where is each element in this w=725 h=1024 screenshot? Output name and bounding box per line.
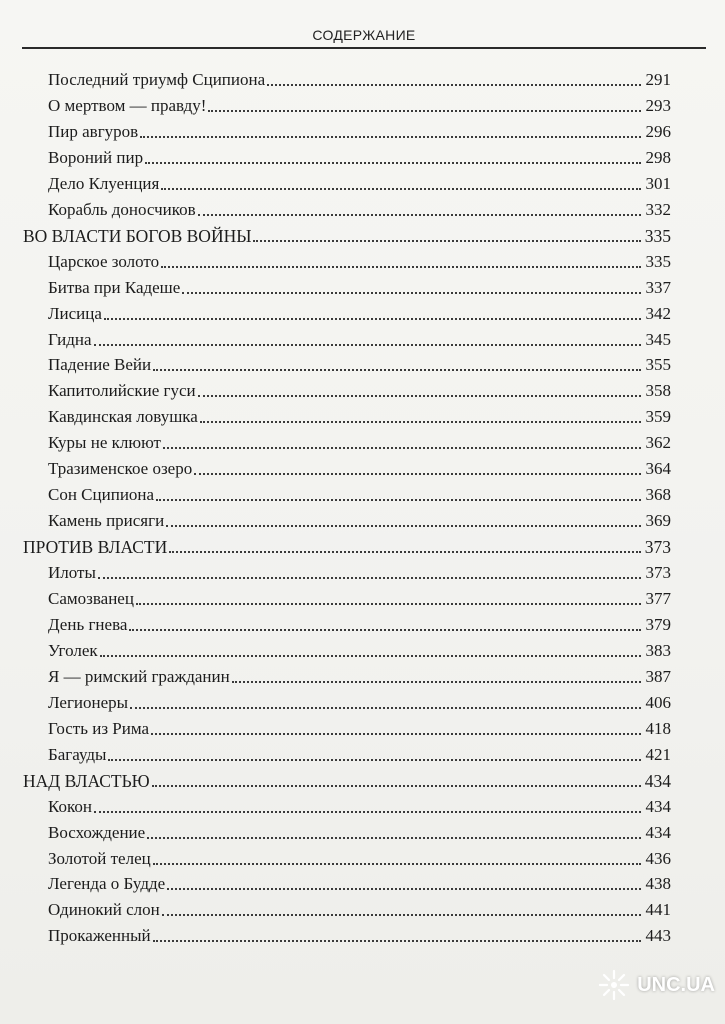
- page-number: 291: [645, 70, 671, 89]
- item-title: Куры не клюют: [48, 433, 161, 453]
- dot-leader: [198, 214, 641, 216]
- dot-leader: [208, 110, 641, 112]
- page-number: 418: [645, 718, 671, 738]
- toc-item: [48, 870, 671, 894]
- toc-item: [48, 507, 671, 531]
- section-title: ВО ВЛАСТИ БОГОВ ВОЙНЫ: [23, 225, 252, 246]
- item-title: Прокаженный: [48, 926, 151, 946]
- item-title: Одинокий слон: [48, 900, 160, 920]
- dot-leader: [200, 421, 641, 423]
- page-number: 364: [645, 459, 671, 479]
- page-number: 369: [645, 511, 671, 531]
- toc-item: [48, 845, 671, 869]
- dot-leader: [104, 318, 641, 320]
- page-number: 383: [645, 640, 671, 660]
- toc-section: [23, 767, 671, 791]
- toc-item: [48, 793, 671, 817]
- page-number: 438: [645, 874, 671, 894]
- dot-leader: [161, 188, 641, 190]
- item-title: Падение Вейи: [48, 355, 152, 375]
- item-title: Лисица: [48, 303, 102, 323]
- item-title: Вороний пир: [48, 147, 144, 167]
- item-title: День гнева: [48, 614, 128, 634]
- dot-leader: [153, 369, 641, 371]
- toc-item: [48, 377, 671, 401]
- toc-item: [48, 326, 671, 350]
- toc-item: [48, 118, 671, 142]
- page-number: 335: [644, 225, 671, 246]
- dot-leader: [162, 914, 641, 916]
- dot-leader: [94, 344, 641, 346]
- item-title: Легенда о Будде: [48, 874, 166, 894]
- page-number: 443: [645, 926, 671, 946]
- dot-leader: [198, 395, 641, 397]
- item-title: Дело Клуенция: [48, 173, 160, 193]
- toc-item: [48, 429, 671, 453]
- item-title: Золотой телец: [48, 848, 151, 868]
- watermark: [597, 968, 715, 1002]
- section-title: ПРОТИВ ВЛАСТИ: [23, 537, 168, 558]
- page-number: 434: [645, 822, 671, 842]
- page-number: 296: [645, 121, 671, 141]
- page-number: 434: [644, 770, 671, 791]
- page-number: 377: [645, 589, 671, 608]
- page-number: 298: [645, 147, 671, 167]
- item-title: Багауды: [48, 744, 107, 764]
- item-title: Кокон: [48, 796, 92, 816]
- item-title: Я — римский гражданин: [48, 666, 230, 686]
- dot-leader: [98, 577, 641, 579]
- toc-item: [48, 922, 671, 946]
- dot-leader: [136, 603, 641, 605]
- dot-leader: [161, 266, 641, 268]
- dot-leader: [156, 499, 641, 501]
- toc-item: [48, 715, 671, 739]
- toc-item: [48, 144, 671, 168]
- toc-item: [48, 300, 671, 324]
- item-title: Кавдинская ловушка: [48, 407, 198, 427]
- item-title: Уголек: [48, 640, 98, 660]
- page-number: 362: [645, 433, 671, 453]
- page-number: 434: [645, 796, 671, 816]
- page-number: 293: [645, 96, 671, 115]
- toc-item: [48, 248, 671, 272]
- dot-leader: [153, 940, 641, 942]
- toc-item: [48, 689, 671, 713]
- toc-item: [48, 663, 671, 687]
- page-number: 345: [645, 329, 671, 349]
- page-number: 342: [645, 303, 671, 323]
- toc-section: [23, 533, 671, 557]
- item-title: Царское золото: [48, 251, 160, 271]
- toc-item: [48, 611, 671, 635]
- dot-leader: [140, 136, 641, 138]
- toc-item: [48, 819, 671, 843]
- item-title: Сон Сципиона: [48, 485, 155, 505]
- toc-item: [48, 196, 671, 220]
- item-title: Самозванец: [48, 589, 134, 608]
- item-title: Корабль доносчиков: [48, 199, 196, 219]
- item-title: Камень присяги: [48, 511, 165, 531]
- section-title: НАД ВЛАСТЬЮ: [23, 770, 150, 791]
- toc-item: [48, 274, 671, 298]
- item-title: Восхождение: [48, 822, 146, 842]
- dot-leader: [130, 707, 641, 709]
- item-title: Последний триумф Сципиона: [48, 70, 266, 89]
- page-number: 421: [645, 744, 671, 764]
- dot-leader: [232, 681, 641, 683]
- item-title: Легионеры: [48, 692, 129, 712]
- toc-item: [48, 741, 671, 765]
- toc-item: [48, 896, 671, 920]
- toc-item: [48, 170, 671, 194]
- dot-leader: [182, 292, 641, 294]
- toc-item: [48, 66, 671, 90]
- page-number: 379: [645, 614, 671, 634]
- page-number: 301: [645, 173, 671, 193]
- item-title: Гость из Рима: [48, 718, 150, 738]
- dot-leader: [267, 84, 641, 86]
- dot-leader: [129, 629, 641, 631]
- item-title: Пир авгуров: [48, 121, 139, 141]
- item-title: О мертвом — правду!: [48, 96, 207, 115]
- page-number: 359: [645, 407, 671, 427]
- toc-item: [48, 585, 671, 609]
- toc-item: [48, 637, 671, 661]
- page-number: 355: [645, 355, 671, 375]
- dot-leader: [194, 473, 641, 475]
- dot-leader: [145, 162, 641, 164]
- toc-item: [48, 481, 671, 505]
- toc-item: [48, 351, 671, 375]
- dot-leader: [169, 551, 641, 553]
- page-number: 335: [645, 251, 671, 271]
- item-title: Капитолийские гуси: [48, 381, 196, 401]
- toc-item: [48, 403, 671, 427]
- dot-leader: [152, 785, 641, 787]
- page-number: 373: [644, 537, 671, 558]
- item-title: Илоты: [48, 563, 96, 582]
- dot-leader: [253, 240, 641, 242]
- page-number: 332: [645, 199, 671, 219]
- page-number: 387: [645, 666, 671, 686]
- item-title: Тразименское озеро: [48, 459, 193, 479]
- dot-leader: [147, 837, 641, 839]
- page-number: 406: [645, 692, 671, 712]
- page-number: 358: [645, 381, 671, 401]
- running-header: СОДЕРЖАНИЕ: [312, 27, 416, 43]
- page-number: 337: [645, 277, 671, 297]
- page-number: 436: [645, 848, 671, 868]
- header-rule: [22, 47, 706, 49]
- dot-leader: [151, 733, 641, 735]
- dot-leader: [94, 811, 641, 813]
- item-title: Гидна: [48, 329, 92, 349]
- dot-leader: [163, 447, 641, 449]
- toc-item: [48, 92, 671, 116]
- toc-item: [48, 559, 671, 583]
- sunburst-icon: [597, 968, 631, 1002]
- dot-leader: [153, 863, 641, 865]
- dot-leader: [100, 655, 641, 657]
- page-number: 441: [645, 900, 671, 920]
- page-number: 373: [645, 563, 671, 582]
- toc-item: [48, 455, 671, 479]
- dot-leader: [167, 888, 641, 890]
- dot-leader: [108, 759, 641, 761]
- watermark-text: UNC.UA: [637, 973, 715, 996]
- page-number: 368: [645, 485, 671, 505]
- dot-leader: [166, 525, 641, 527]
- toc-section: [23, 222, 671, 246]
- item-title: Битва при Кадеше: [48, 277, 181, 297]
